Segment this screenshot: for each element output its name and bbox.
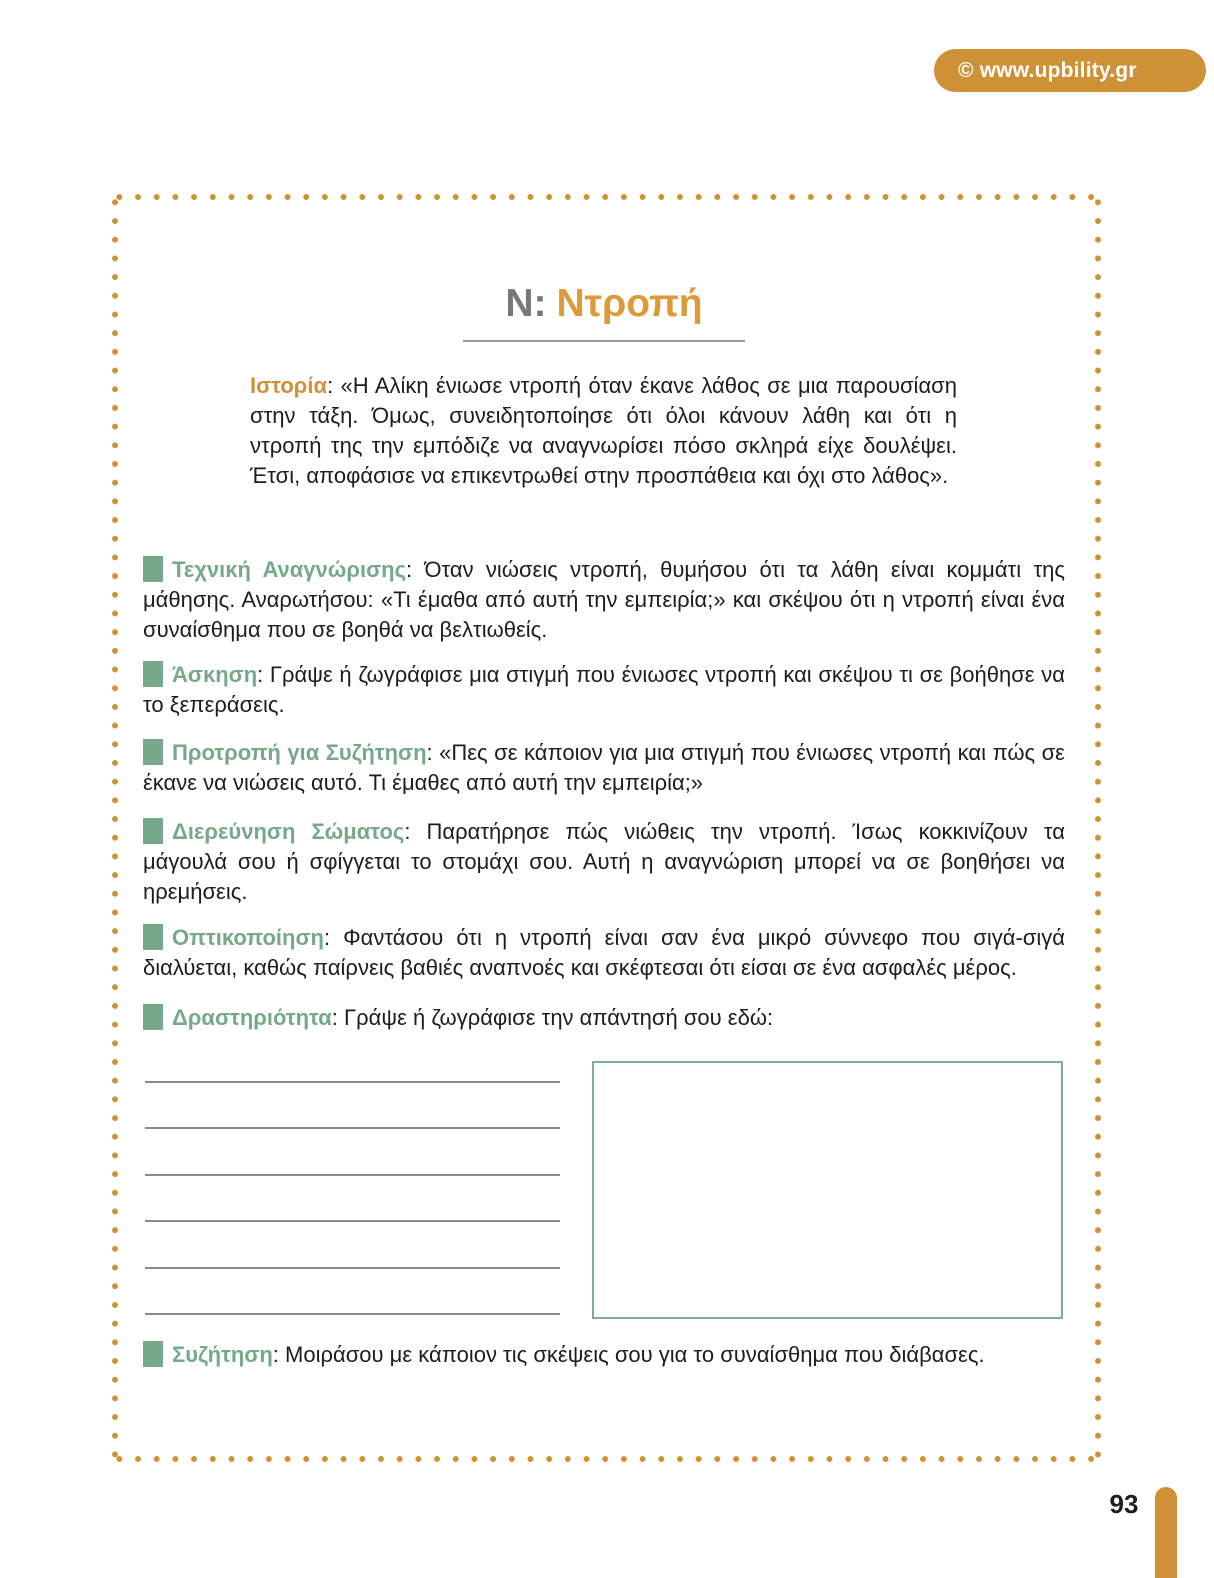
dotted-border-bottom [110, 1455, 1102, 1463]
section-technique [143, 555, 1065, 645]
story-text: «Η Αλίκη ένιωσε ντροπή όταν έκανε λάθος σε μια παρουσίαση στην τάξη. Όμως, συνειδητοποίησε ότι όλοι κάνουν λάθη και ότι η ντροπή της την εμπόδιζε να αναγνωρίσει πόσο σκληρά είχε δουλέψει. Έτσι, αποφάσισε να επικεντρωθεί στην προσπάθεια και όχι στο λάθος». [250, 373, 957, 488]
writing-line [145, 1220, 560, 1222]
section-label: Οπτικοποίηση [172, 925, 324, 950]
section-label: Συζήτηση [172, 1342, 273, 1367]
title-underline [463, 340, 745, 342]
green-square-bullet-icon [143, 924, 163, 950]
drawing-box [592, 1061, 1063, 1319]
green-square-bullet-icon [143, 1341, 163, 1367]
section-label: Προτροπή για Συζήτηση [172, 740, 427, 765]
section-text: Όταν νιώσεις ντροπή, θυμήσου ότι τα λάθη είναι κομμάτι της μάθησης. Αναρωτήσου: «Τι έμαθα από αυτή την εμπειρία;» και σκέψου ότι η ντροπή είναι ένα συναίσθημα που σε βοηθά να βελτιωθείς. [143, 557, 1065, 642]
section-text: Μοιράσου με κάποιον τις σκέψεις σου για το συναίσθημα που διάβασες. [285, 1342, 985, 1367]
green-square-bullet-icon [143, 818, 163, 844]
title-colon: : [533, 282, 547, 325]
green-square-bullet-icon [143, 1004, 163, 1030]
copyright-badge [934, 49, 1206, 92]
section-discussion-prompt [143, 738, 1065, 798]
section-label: Άσκηση [172, 662, 258, 687]
green-square-bullet-icon [143, 556, 163, 582]
page-number: 93 [1109, 1489, 1139, 1519]
writing-line [145, 1313, 560, 1315]
story-paragraph [250, 371, 957, 491]
section-separator: : [406, 557, 425, 582]
writing-line [145, 1267, 560, 1269]
title-letter: Ν [505, 282, 534, 325]
section-label: Τεχνική Αναγνώρισης [172, 557, 407, 582]
section-text: Γράψε ή ζωγράφισε την απάντησή σου εδώ: [344, 1005, 774, 1030]
green-square-bullet-icon [143, 739, 163, 765]
writing-line [145, 1081, 560, 1083]
section-separator: : [257, 662, 270, 687]
section-separator: : [331, 1005, 345, 1030]
section-label: Δραστηριότητα [172, 1005, 332, 1030]
section-exercise [143, 660, 1065, 720]
section-separator: : [426, 740, 440, 765]
section-text: Φαντάσου ότι η ντροπή είναι σαν ένα μικρό σύννεφο που σιγά-σιγά διαλύεται, καθώς παίρνεις βαθιές αναπνοές και σκέφτεσαι ότι είσαι σε ένα ασφαλές μέρος. [143, 925, 1065, 980]
section-separator: : [323, 925, 344, 950]
section-activity [143, 1003, 1065, 1033]
dotted-border-left [111, 193, 119, 1463]
writing-line [145, 1127, 560, 1129]
section-separator: : [272, 1342, 286, 1367]
section-visualization [143, 923, 1065, 983]
section-text: «Πες σε κάποιον για μια στιγμή που ένιωσες ντροπή και πώς σε έκανε να νιώσεις αυτό. Τι έμαθες από αυτή την εμπειρία;» [143, 740, 1065, 795]
section-text: Παρατήρησε πώς νιώθεις την ντροπή. Ίσως κοκκινίζουν τα μάγουλά σου ή σφίγγεται το στομάχι σου. Αυτή η αναγνώριση μπορεί να σε βοηθήσει να ηρεμήσεις. [143, 819, 1065, 904]
page-title [143, 282, 1065, 326]
section-text: Γράψε ή ζωγράφισε μια στιγμή που ένιωσες ντροπή και σκέψου τι σε βοήθησε να το ξεπεράσεις. [143, 662, 1065, 717]
copyright-badge-text: © www.upbility.gr [958, 58, 1137, 82]
gold-side-tab [1155, 1487, 1177, 1578]
section-share-discussion [143, 1340, 1065, 1370]
story-separator: : [327, 373, 341, 398]
green-square-bullet-icon [143, 661, 163, 687]
section-body-scan [143, 817, 1065, 907]
title-emotion: Ντροπή [556, 282, 703, 325]
dotted-border-top [110, 193, 1102, 201]
dotted-border-right [1094, 193, 1102, 1463]
story-label: Ιστορία [250, 373, 328, 398]
section-separator: : [404, 819, 427, 844]
section-label: Διερεύνηση Σώματος [172, 819, 405, 844]
page-title-block [143, 282, 1065, 342]
writing-line [145, 1174, 560, 1176]
